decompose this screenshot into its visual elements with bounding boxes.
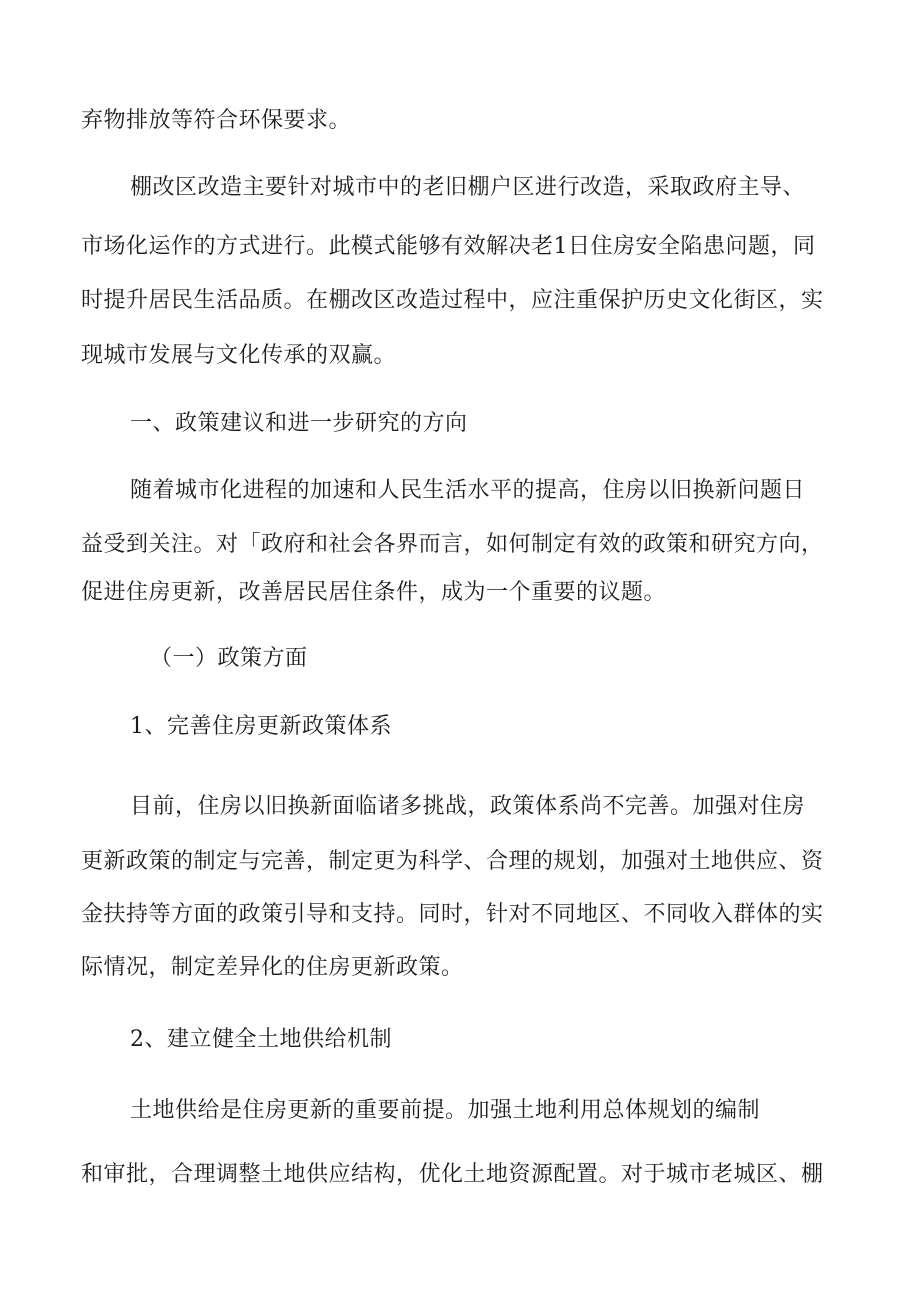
item-heading: 2、建立健全土地供给机制	[130, 1027, 392, 1052]
paragraph-line: 益受到关注。对「政府和社会各界而言，如何制定有效的政策和研究方向，	[81, 532, 824, 557]
item-heading: 1、完善住房更新政策体系	[130, 714, 392, 739]
paragraph-line: 际情况，制定差异化的住房更新政策。	[81, 955, 464, 980]
paragraph-line: 金扶持等方面的政策引导和支持。同时，针对不同地区、不同收入群体的实	[81, 902, 824, 927]
paragraph-line: 和审批，合理调整土地供应结构，优化土地资源配置。对于城市老城区、棚	[81, 1162, 824, 1187]
paragraph-line: 促进住房更新，改善居民居住条件，成为一个重要的议题。	[81, 580, 667, 605]
paragraph-line: 更新政策的制定与完善，制定更为科学、合理的规划，加强对土地供应、资	[81, 849, 824, 874]
paragraph-line: 棚改区改造主要针对城市中的老旧棚户区进行改造，采取政府主导、	[130, 175, 806, 200]
section-heading: 一、政策建议和进一步研究的方向	[130, 411, 468, 436]
paragraph-line: 时提升居民生活品质。在棚改区改造过程中，应注重保护历史文化街区，实	[81, 288, 824, 313]
subsection-heading: （一）政策方面	[150, 646, 308, 671]
paragraph-line: 目前，住房以旧换新面临诸多挑战，政策体系尚不完善。加强对住房	[130, 794, 806, 819]
paragraph-line: 市场化运作的方式进行。此模式能够有效解决老1日住房安全陷患问题，同	[81, 234, 816, 259]
paragraph-line: 随着城市化进程的加速和人民生活水平的提高，住房以旧换新问题日	[130, 478, 806, 503]
paragraph-line: 现城市发展与文化传承的双赢。	[81, 343, 397, 368]
paragraph-line: 土地供给是住房更新的重要前提。加强土地利用总体规划的编制	[130, 1098, 761, 1123]
paragraph-line: 弃物排放等符合环保要求。	[81, 108, 352, 133]
